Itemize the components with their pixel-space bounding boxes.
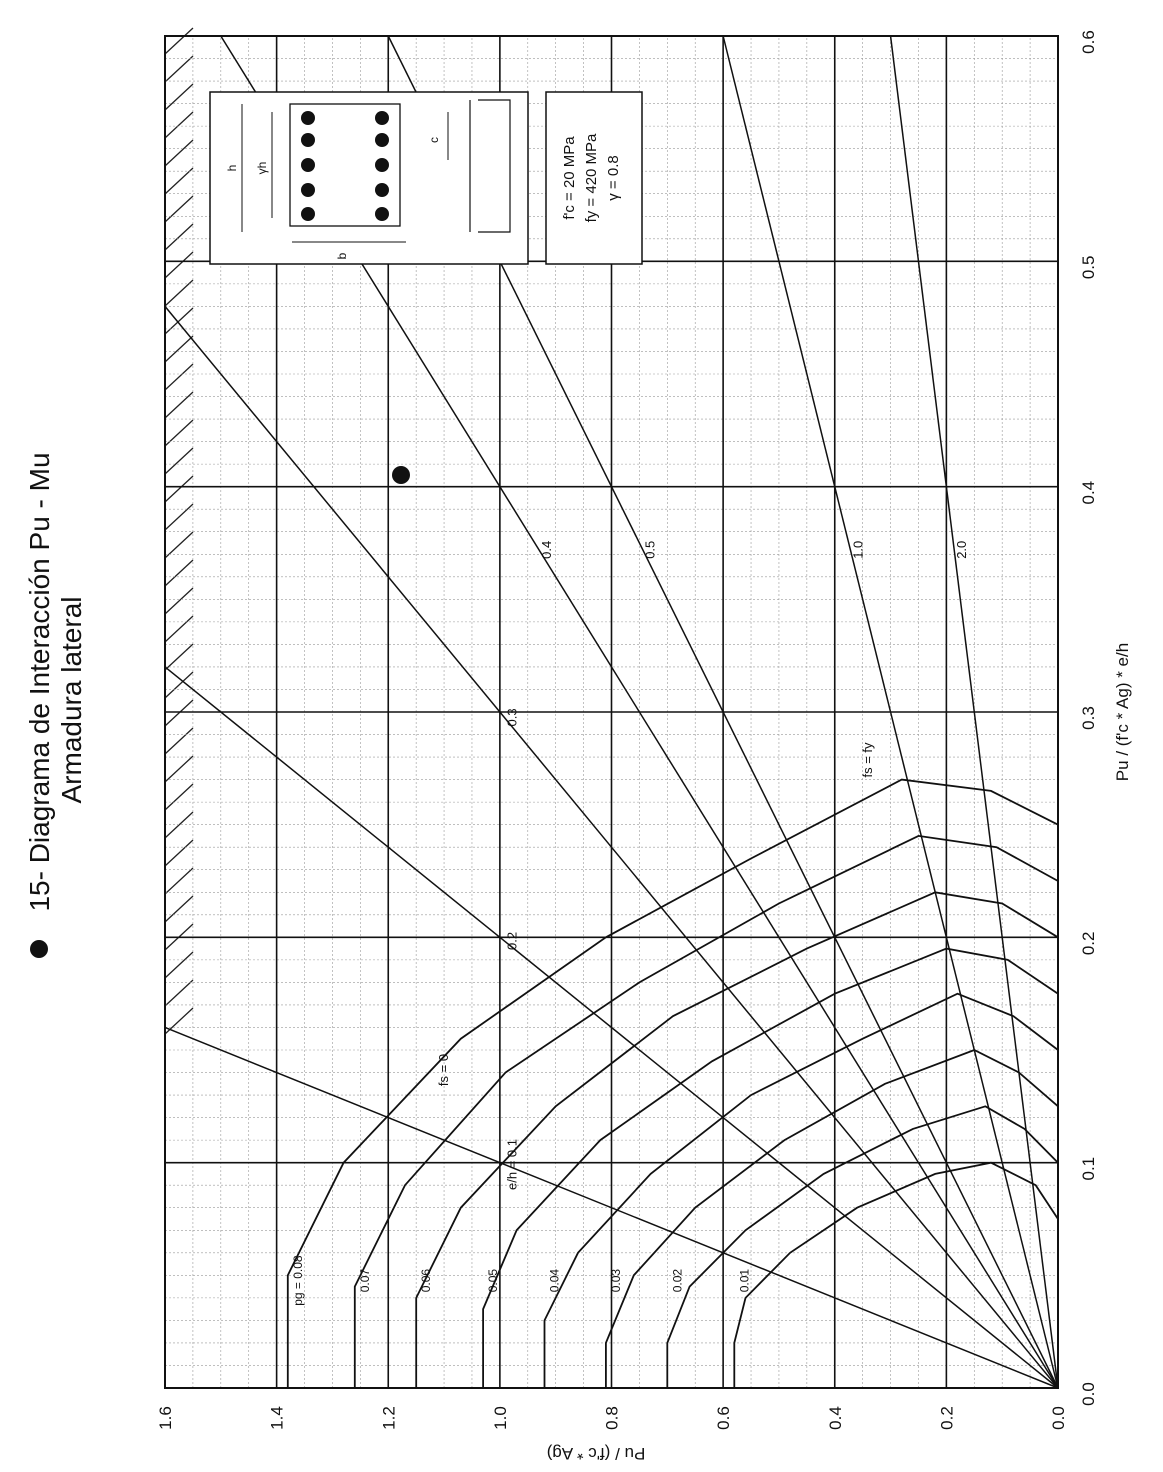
ratio-line-label: 0.4 — [538, 540, 554, 559]
series-label: 0.01 — [737, 1268, 752, 1293]
hatch-mark — [165, 336, 193, 362]
y-tick-label: 1.6 — [156, 1406, 175, 1430]
x-axis-label: Pu / (f'c * Ag) * e/h — [1113, 642, 1132, 782]
x-tick-label: 0.4 — [1079, 480, 1098, 505]
hatch-mark — [165, 700, 193, 726]
label-h: h — [225, 164, 239, 172]
rebar-icon — [301, 158, 315, 172]
ratio-line-label: 2.0 — [954, 540, 970, 559]
x-tick-label: 0.1 — [1079, 1156, 1098, 1181]
hatch-mark — [165, 756, 193, 782]
hatch-mark — [165, 980, 193, 1006]
x-tick-label: 0.5 — [1079, 255, 1098, 280]
hatch-mark — [165, 896, 193, 922]
x-tick-label: 0.0 — [1079, 1382, 1098, 1406]
interaction-curve — [355, 836, 1058, 1388]
hatch-mark — [165, 392, 193, 418]
series-label: 0.03 — [608, 1268, 623, 1293]
series-label: 0.05 — [486, 1268, 501, 1293]
hatch-mark — [165, 140, 193, 166]
rebar-icon — [375, 133, 389, 147]
ratio-line-label: 0.3 — [504, 708, 520, 727]
hatch-mark — [165, 868, 193, 894]
ratio-line-label: e/h = 0.1 — [504, 1138, 520, 1190]
series-label: 0.07 — [357, 1268, 372, 1293]
rebar-icon — [301, 183, 315, 197]
x-tick-label: 0.3 — [1079, 706, 1098, 730]
series-label: pg = 0.08 — [290, 1255, 305, 1306]
hatch-mark — [165, 196, 193, 222]
hatch-mark — [165, 840, 193, 866]
hatch-mark — [165, 476, 193, 502]
hatch-mark — [165, 616, 193, 642]
hatch-mark — [165, 448, 193, 474]
material-fy: fy = 420 MPa — [583, 133, 600, 223]
annotation-fs-zero: fs = 0 — [436, 1053, 451, 1087]
chart-title-line1: 15- Diagrama de Interacción Pu - Mu — [24, 452, 55, 912]
material-gamma: γ = 0.8 — [605, 155, 622, 201]
rebar-icon — [375, 111, 389, 125]
hatch-mark — [165, 28, 193, 54]
interaction-curve — [483, 949, 1058, 1388]
x-tick-label: 0.6 — [1079, 30, 1098, 54]
hatch-mark — [165, 420, 193, 446]
y-tick-label: 0.4 — [825, 1406, 845, 1430]
series-label: 0.02 — [670, 1268, 685, 1293]
ratio-line-label: 0.5 — [642, 540, 658, 559]
hatch-mark — [165, 84, 193, 110]
label-gh: γh — [255, 161, 269, 175]
label-b: b — [335, 252, 349, 260]
hatch-mark — [165, 112, 193, 138]
y-tick-label: 0.8 — [602, 1406, 622, 1430]
y-tick-label: 1.4 — [267, 1406, 287, 1430]
y-tick-label: 0.0 — [1049, 1406, 1068, 1430]
hatch-mark — [165, 588, 193, 614]
hatch-mark — [165, 364, 193, 390]
label-c: c — [427, 137, 441, 143]
chart-title-line2: Armadura lateral — [56, 596, 87, 804]
y-axis-label: Pu / (f'c * Ag) — [546, 1444, 646, 1463]
rebar-icon — [375, 158, 389, 172]
hatch-mark — [165, 224, 193, 250]
y-tick-label: 1.2 — [379, 1406, 399, 1430]
rebar-icon — [375, 183, 389, 197]
annotation-fs-fy: fs = fy — [860, 742, 875, 778]
y-tick-label: 0.2 — [937, 1406, 957, 1430]
interaction-curve — [606, 1050, 1058, 1388]
hatch-mark — [165, 56, 193, 82]
ratio-line-label: 0.2 — [504, 931, 520, 950]
rebar-icon — [301, 111, 315, 125]
section-box — [210, 92, 528, 264]
series-label: 0.06 — [419, 1268, 434, 1293]
y-tick-label: 1.0 — [490, 1406, 510, 1430]
hatch-mark — [165, 168, 193, 194]
material-fc: f'c = 20 MPa — [561, 136, 578, 220]
hatch-mark — [165, 812, 193, 838]
interaction-curve — [288, 780, 1058, 1388]
hatch-mark — [165, 252, 193, 278]
rebar-icon — [301, 207, 315, 221]
hatch-mark — [165, 644, 193, 670]
hatch-mark — [165, 1008, 193, 1034]
y-tick-label: 0.6 — [714, 1406, 734, 1430]
x-tick-label: 0.2 — [1079, 931, 1098, 956]
hatched-zone — [165, 28, 193, 1034]
series-label: 0.04 — [547, 1268, 562, 1293]
hatch-mark — [165, 504, 193, 530]
hatch-mark — [165, 560, 193, 586]
hatch-mark — [165, 728, 193, 754]
hatch-mark — [165, 672, 193, 698]
rebar-icon — [301, 133, 315, 147]
hatch-mark — [165, 784, 193, 810]
rebar-icon — [375, 207, 389, 221]
ratio-line-label: 1.0 — [850, 540, 866, 559]
hatch-mark — [165, 952, 193, 978]
